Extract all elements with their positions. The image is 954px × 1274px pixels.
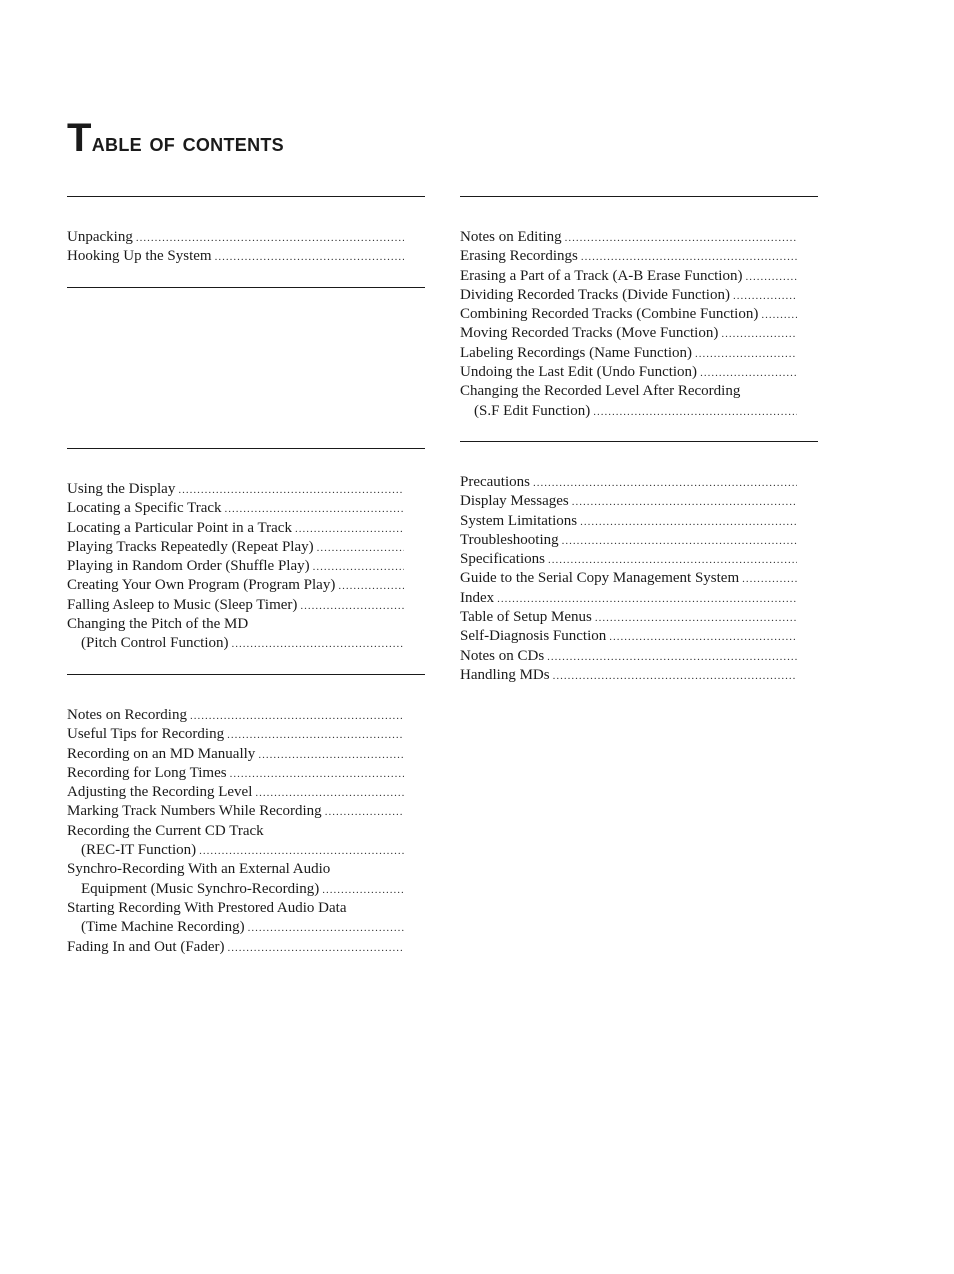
- toc-entry[interactable]: Changing the Pitch of the MD: [67, 616, 249, 633]
- toc-entry[interactable]: Guide to the Serial Copy Management System .....: [460, 569, 797, 588]
- toc-entry[interactable]: Useful Tips for Recording .....: [67, 725, 404, 744]
- toc-entry[interactable]: Display Messages .....: [460, 492, 797, 511]
- section-divider: [460, 441, 818, 442]
- toc-entry[interactable]: Index .....: [460, 589, 797, 608]
- toc-entry[interactable]: Undoing the Last Edit (Undo Function) .....: [460, 363, 797, 382]
- toc-entry[interactable]: Playing in Random Order (Shuffle Play) .....: [67, 557, 404, 576]
- toc-section-recording: [67, 706, 404, 957]
- toc-entry[interactable]: Self-Diagnosis Function .....: [460, 627, 797, 646]
- toc-entry[interactable]: System Limitations .....: [460, 512, 797, 531]
- toc-entry[interactable]: Dividing Recorded Tracks (Divide Function) .....: [460, 286, 797, 305]
- toc-entry[interactable]: Recording the Current CD Track: [67, 822, 264, 839]
- toc-section-playing: [67, 480, 404, 654]
- toc-entry[interactable]: (S.F Edit Function) .....: [460, 402, 797, 421]
- toc-entry[interactable]: Table of Setup Menus .....: [460, 608, 797, 627]
- toc-entry[interactable]: Unpacking .....: [67, 228, 404, 247]
- toc-entry[interactable]: Changing the Recorded Level After Recording: [460, 383, 741, 400]
- toc-entry[interactable]: Synchro-Recording With an External Audio: [67, 861, 331, 878]
- toc-section-getting-started: [67, 228, 404, 267]
- section-divider: [460, 196, 818, 197]
- toc-entry[interactable]: (Pitch Control Function) .....: [67, 634, 404, 653]
- page-title-initial: T: [67, 116, 92, 160]
- toc-entry[interactable]: (Time Machine Recording) .....: [67, 918, 404, 937]
- toc-entry[interactable]: Adjusting the Recording Level .....: [67, 783, 404, 802]
- toc-entry[interactable]: Notes on CDs .....: [460, 647, 797, 666]
- toc-entry[interactable]: Notes on Recording .....: [67, 706, 404, 725]
- toc-entry[interactable]: Equipment (Music Synchro-Recording) .....: [67, 880, 404, 899]
- section-divider: [67, 287, 425, 288]
- section-divider: [67, 674, 425, 675]
- toc-entry[interactable]: Creating Your Own Program (Program Play) .....: [67, 576, 404, 595]
- toc-entry[interactable]: Precautions .....: [460, 473, 797, 492]
- toc-entry[interactable]: Hooking Up the System .....: [67, 247, 404, 266]
- toc-entry[interactable]: Playing Tracks Repeatedly (Repeat Play) .....: [67, 538, 404, 557]
- toc-entry[interactable]: Labeling Recordings (Name Function) .....: [460, 344, 797, 363]
- toc-entry[interactable]: Erasing a Part of a Track (A-B Erase Function) .....: [460, 267, 797, 286]
- section-divider: [67, 196, 425, 197]
- page-title: [67, 118, 284, 162]
- toc-entry[interactable]: Locating a Particular Point in a Track .....: [67, 519, 404, 538]
- toc-entry[interactable]: Recording for Long Times .....: [67, 764, 404, 783]
- toc-entry[interactable]: (REC-IT Function) .....: [67, 841, 404, 860]
- toc-entry[interactable]: Handling MDs .....: [460, 666, 797, 685]
- toc-entry[interactable]: Recording on an MD Manually .....: [67, 745, 404, 764]
- toc-entry[interactable]: Using the Display .....: [67, 480, 404, 499]
- toc-entry[interactable]: Erasing Recordings .....: [460, 247, 797, 266]
- toc-entry[interactable]: Specifications .....: [460, 550, 797, 569]
- section-divider: [67, 448, 425, 449]
- toc-entry[interactable]: Troubleshooting .....: [460, 531, 797, 550]
- toc-section-additional-information: [460, 473, 797, 685]
- toc-entry[interactable]: Marking Track Numbers While Recording .....: [67, 802, 404, 821]
- toc-entry[interactable]: Moving Recorded Tracks (Move Function) .....: [460, 324, 797, 343]
- toc-section-editing: [460, 228, 797, 421]
- toc-entry[interactable]: Fading In and Out (Fader) .....: [67, 938, 404, 957]
- toc-entry[interactable]: Falling Asleep to Music (Sleep Timer) .....: [67, 596, 404, 615]
- toc-entry[interactable]: Notes on Editing .....: [460, 228, 797, 247]
- toc-entry[interactable]: Combining Recorded Tracks (Combine Function) .....: [460, 305, 797, 324]
- page-title-rest: able of contents: [91, 127, 284, 157]
- toc-entry[interactable]: Starting Recording With Prestored Audio Data: [67, 899, 347, 916]
- toc-entry[interactable]: Locating a Specific Track .....: [67, 499, 404, 518]
